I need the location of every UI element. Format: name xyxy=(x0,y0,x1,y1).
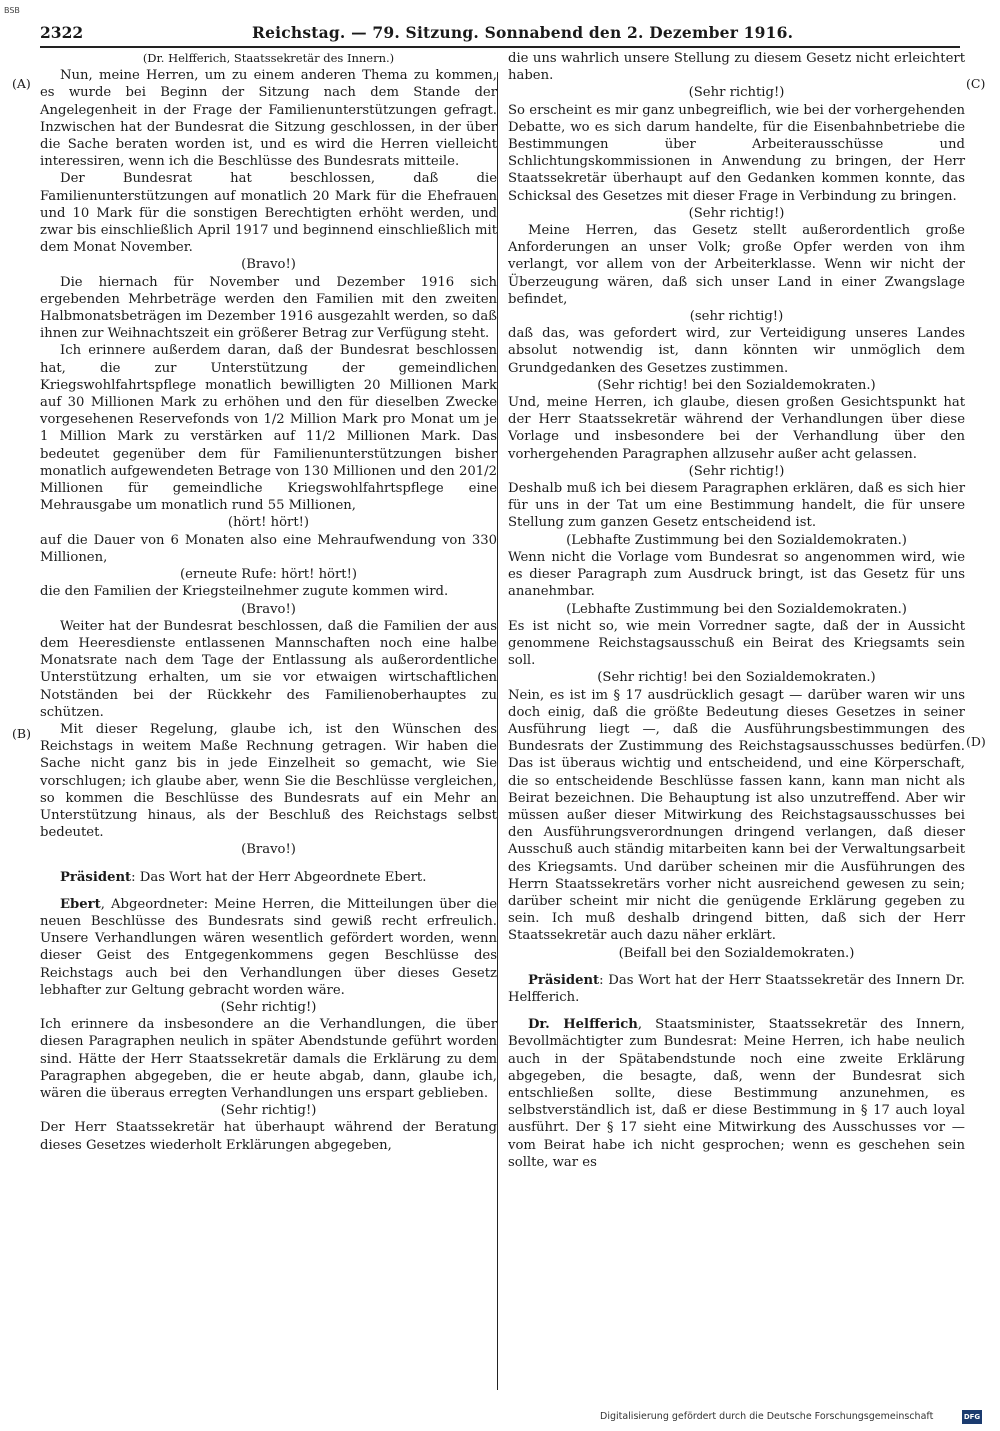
speaker-name: Dr. Helfferich xyxy=(528,1017,638,1033)
president-speech: Präsident: Das Wort hat der Herr Abgeordnete Ebert. xyxy=(60,869,427,885)
paragraph: auf die Dauer von 6 Monaten also eine Mehraufwendung von 330 Millionen, xyxy=(40,532,497,565)
interjection: (Sehr richtig! bei den Sozialdemokraten.) xyxy=(597,670,876,686)
paragraph: Ich erinnere da insbesondere an die Verhandlungen, die über diesen Paragraphen neulich in später Abendstunde geführt worden sind. Hätte der Herr Staatssekretär damals die Erklärung zu dem Paragraphen abgegeben, die er heute abgab, dann, glaube ich, wären die überaus erregten Verhandlungen uns erspart geblieben. xyxy=(40,1017,497,1101)
column-divider xyxy=(497,72,498,1390)
page-header xyxy=(40,20,960,46)
paragraph: So erscheint es mir ganz unbegreiflich, wie bei der vorhergehenden Debatte, wo es sich darum handelte, für die Eisenbahnbetriebe die Bestimmungen über Arbeiterausschüsse und Schlichtungskommissionen in Anwendung zu bringen, der Herr Staatssekretär überhaupt auf den Gedanken kommen konnte, das Schicksal des Gesetzes mit dieser Frage in Verbindung zu bringen. xyxy=(508,102,965,204)
president-speech: Präsident: Das Wort hat der Herr Staatssekretär des Innern Dr. Helfferich. xyxy=(508,972,965,1005)
interjection: (Sehr richtig!) xyxy=(688,463,785,479)
speaker-attribution: (Dr. Helfferich, Staatssekretär des Innern.) xyxy=(142,51,395,65)
interjection: (Sehr richtig!) xyxy=(688,205,785,221)
interjection: (Sehr richtig!) xyxy=(688,85,785,101)
interjection: (Bravo!) xyxy=(241,842,296,858)
paragraph: Weiter hat der Bundesrat beschlossen, daß die Familien der aus dem Heeresdienste entlassenen Mannschaften noch eine halbe Monatsrate nach dem Tage der Entlassung als außerordentliche Unterstützung erhalten, um sie vor etwaigen wirtschaftlichen Notständen bei der Rückkehr des Familienoberhauptes zu schützen. xyxy=(40,618,497,720)
margin-mark-b: (B) xyxy=(12,726,31,741)
speaker-name: Ebert xyxy=(60,896,101,912)
paragraph: Die hiernach für November und Dezember 1916 sich ergebenden Mehrbeträge werden den Familien mit den zweiten Halbmonatsbeträgen im Dezember 1916 ausgezahlt werden, so daß ihnen zur Weihnachtszeit ein größerer Betrag zur Verfügung steht. xyxy=(40,274,497,342)
library-marker: BSB xyxy=(4,6,20,15)
footer xyxy=(600,1408,982,1426)
left-column xyxy=(40,50,497,1154)
interjection: (Sehr richtig! bei den Sozialdemokraten.) xyxy=(597,377,876,393)
helfferich-speech: Dr. Helfferich, Staatsminister, Staatssekretär des Innern, Bevollmächtigter zum Bundesrat: Meine Herren, ich habe neulich auch in der Spätabendstunde noch eine zweite Erklärung abgegeben, die besagte, daß, wenn der Bundesrat sich entschließen sollte, diese Bestimmung anzunehmen, es selbstverständlich ist, daß er diese Bestimmung in § 17 auch loyal ausführt. Der § 17 sieht eine Mitwirkung des Ausschusses vor — vom Beirat habe ich nicht gesprochen; wenn es geschehen sein sollte, war es xyxy=(508,1017,966,1170)
paragraph: Deshalb muß ich bei diesem Paragraphen erklären, daß es sich hier für uns in der Tat um eine Bestimmung handelt, die für unsere Stellung zum ganzen Gesetz entscheidend ist. xyxy=(508,481,965,531)
paragraph: Nein, es ist im § 17 ausdrücklich gesagt — darüber waren wir uns doch einig, daß die größte Bedeutung dieses Gesetzes in seiner Ausführung liegt —, daß die Ausführungsbestimmungen des Bundesrats der Zustimmung des Reichstagsausschusses bedürfen. Das ist überaus wichtig und entscheidend, und eine Körperschaft, die so entscheidende Beschlüsse fassen kann, kann man nicht als Beirat bezeichnen. Die Behauptung ist also unzutreffend. Aber wir müssen außer dieser Mitwirkung des Reichstagsausschusses bei den Ausführungsverordnungen dringend verlangen, daß dieser Ausschuß auch ständig mitarbeiten kann bei der Verwaltungsarbeit des Kriegsamts. Und darüber scheinen mir die Ausführungen des Herrn Staatssekretärs vorher nicht ausreichend gewesen zu sein; darüber scheint mir nicht die genügende Erklärung gegeben zu sein. Ich muß deshalb dringend bitten, daß sich der Herr Staatssekretär auch dazu näher erklärt. xyxy=(508,687,965,944)
paragraph: Es ist nicht so, wie mein Vorredner sagte, daß der in Aussicht genommene Reichstagsausschuß ein Beirat des Kriegsamts sein soll. xyxy=(508,618,965,669)
dfg-logo-icon: DFG xyxy=(962,1410,982,1424)
speaker-name: Präsident xyxy=(528,972,600,988)
paragraph: die uns wahrlich unsere Stellung zu diesem Gesetz nicht erleichtert haben. xyxy=(508,51,965,84)
page-number: 2322 xyxy=(40,23,84,42)
margin-mark-a: (A) xyxy=(12,76,31,91)
header-rule xyxy=(40,46,960,48)
paragraph: Wenn nicht die Vorlage vom Bundesrat so angenommen wird, wie es dieser Paragraph zum Ausdruck bringt, ist das Gesetz für uns ananehmbar. xyxy=(508,549,965,600)
paragraph: daß das, was gefordert wird, zur Verteidigung unseres Landes absolut notwendig ist, dann könnten wir unmöglich dem Grundgedanken des Gesetzes zustimmen. xyxy=(508,326,965,376)
speaker-name: Präsident xyxy=(60,869,132,885)
paragraph: die den Familien der Kriegsteilnehmer zugute kommen wird. xyxy=(40,584,449,600)
interjection: (Lebhafte Zustimmung bei den Sozialdemokraten.) xyxy=(566,532,907,548)
paragraph: Mit dieser Regelung, glaube ich, ist den Wünschen des Reichstags in weitem Maße Rechnung getragen. Wir haben die Sache nicht ganz bis in jede Einzelheit so gemacht, wie Sie vorschlugen; ich glaube aber, wenn Sie die Beschlüsse vergleichen, so kommen die Beschlüsse des Bundesrats auf ein Mehr an Unterstützung hinaus, als der Beschluß des Reichstags selbst bedeutet. xyxy=(40,721,497,841)
paragraph: Der Bundesrat hat beschlossen, daß die Familienunterstützungen auf monatlich 20 Mark für die Ehefrauen und 10 Mark für die sonstigen Berechtigten erhöht werden, und zwar bis einschließlich April 1917 und beginnend einschließlich mit dem Monat November. xyxy=(40,171,497,256)
paragraph: Und, meine Herren, ich glaube, diesen großen Gesichtspunkt hat der Herr Staatssekretär während der Verhandlungen über diese Vorlage und insbesondere bei der Verhandlung über den vorhergehenden Paragraphen allzusehr außer acht gelassen. xyxy=(508,395,965,462)
interjection: (Beifall bei den Sozialdemokraten.) xyxy=(618,945,855,961)
interjection: (Bravo!) xyxy=(241,257,296,273)
margin-mark-d: (D) xyxy=(966,734,986,749)
paragraph: Der Herr Staatssekretär hat überhaupt während der Beratung dieses Gesetzes wiederholt Erklärungen abgegeben, xyxy=(40,1120,497,1153)
paragraph: Nun, meine Herren, um zu einem anderen Thema zu kommen, es wurde bei Beginn der Sitzung nach dem Stande der Angelegenheit in der Frage der Familienunterstützungen gefragt. Inzwischen hat der Bundesrat die Sitzung geschlossen, in der über die Sache beraten worden ist, und es wird die Herren vielleicht interessiren, wenn ich die Beschlüsse des Bundesrats mitteile. xyxy=(40,68,497,170)
page-title: Reichstag. — 79. Sitzung. Sonnabend den 2. Dezember 1916. xyxy=(252,23,794,42)
interjection: (Bravo!) xyxy=(241,601,296,617)
paragraph: Meine Herren, das Gesetz stellt außerordentlich große Anforderungen an unser Volk; große Opfer werden von ihm verlangt, vor allem von der Arbeiterklasse. Wenn wir nicht der Überzeugung wären, daß sich unser Land in einer Zwangslage befindet, xyxy=(508,223,965,307)
interjection: (hört! hört!) xyxy=(227,515,310,531)
interjection: (erneute Rufe: hört! hört!) xyxy=(179,567,358,583)
footer-text: Digitalisierung gefördert durch die Deutsche Forschungsgemeinschaft xyxy=(600,1411,934,1422)
ebert-speech: Ebert, Abgeordneter: Meine Herren, die Mitteilungen über die neuen Beschlüsse des Bundesrats sind gewiß recht erfreulich. Unsere Verhandlungen wären wesentlich gefördert worden, wenn dieser Geist des Entgegenkommens gegen Beschlüsse des Reichstags auch bei den Verhandlungen über dieses Gesetz lebhafter zur Geltung gebracht worden wäre. xyxy=(40,896,497,998)
interjection: (Sehr richtig!) xyxy=(220,1103,317,1119)
right-column xyxy=(508,50,965,1171)
margin-mark-c: (C) xyxy=(966,76,986,91)
interjection: (Lebhafte Zustimmung bei den Sozialdemokraten.) xyxy=(566,601,907,617)
interjection: (Sehr richtig!) xyxy=(220,999,317,1015)
paragraph: Ich erinnere außerdem daran, daß der Bundesrat beschlossen hat, die zur Unterstützung der gemeindlichen Kriegswohlfahrtspflege monatlich bewilligten 20 Millionen Mark auf 30 Millionen Mark zu erhöhen und den für dieselben Zwecke vorgesehenen Reservefonds von 1/2 Million Mark pro Monat um je 1 Million Mark zu verstärken auf 11/2 Millionen Mark. Das bedeutet gegenüber dem für Familienunterstützungen bisher monatlich aufgewendeten Betrage von 130 Millionen und den 201/2 Millionen für gemeindliche Kriegswohlfahrtspflege eine Mehrausgabe um monatlich rund 55 Millionen, xyxy=(40,343,497,514)
interjection: (sehr richtig!) xyxy=(689,309,784,325)
